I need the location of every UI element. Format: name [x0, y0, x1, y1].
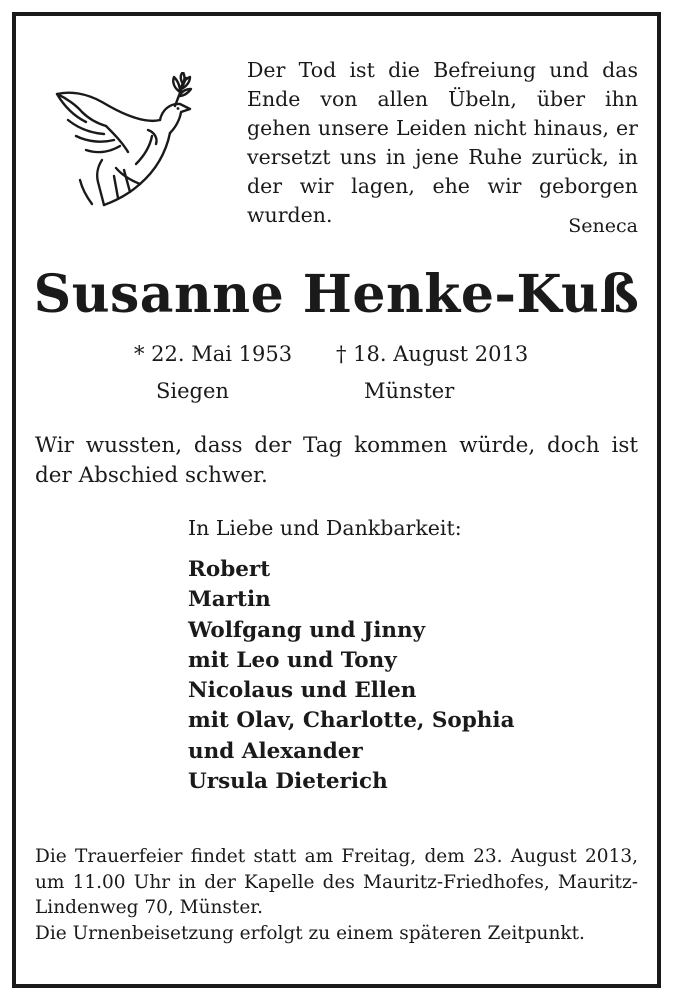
dedication-line: In Liebe und Dankbarkeit: — [188, 516, 462, 540]
deceased-name: Susanne Henke-Kuß — [33, 264, 640, 325]
mourner-name: mit Leo und Tony — [188, 647, 397, 673]
birth-place: Siegen — [156, 379, 229, 403]
mourners-list — [188, 555, 515, 797]
mourner-name: Wolfgang und Jinny — [188, 617, 426, 643]
mourner-name: Martin — [188, 587, 271, 613]
funeral-notice — [35, 844, 638, 946]
death-date: † 18. August 2013 — [336, 342, 529, 366]
farewell-message: Wir wussten, dass der Tag kommen würde, doch ist der Abschied schwer. — [35, 433, 638, 488]
mourner-name: Ursula Dieterich — [188, 769, 388, 795]
dove-icon — [52, 72, 202, 210]
mourner-name: und Alexander — [188, 738, 363, 764]
death-place: Münster — [364, 379, 455, 403]
urn-burial-text: Die Urnenbeisetzung erfolgt zu einem späteren Zeitpunkt. — [35, 922, 585, 944]
mourner-name: mit Olav, Charlotte, Sophia — [188, 708, 515, 734]
mourner-name: Robert — [188, 557, 271, 582]
birth-date: * 22. Mai 1953 — [134, 342, 293, 366]
funeral-service-text: Die Trauerfeier findet statt am Freitag, dem 23. August 2013, um 11.00 Uhr in der Kapelle des Mauritz-Friedhofes, Mauritz-Lindenweg 70, Münster. — [35, 846, 638, 918]
quote-text: Der Tod ist die Befreiung und das Ende von allen Übeln, über ihn gehen unsere Leiden nicht hinaus, er versetzt uns in jene Ruhe zurück, in der wir lagen, ehe wir geborgen wurden. — [247, 58, 638, 227]
mourner-name: Nicolaus und Ellen — [188, 678, 417, 704]
quote-author: Seneca — [568, 215, 638, 237]
